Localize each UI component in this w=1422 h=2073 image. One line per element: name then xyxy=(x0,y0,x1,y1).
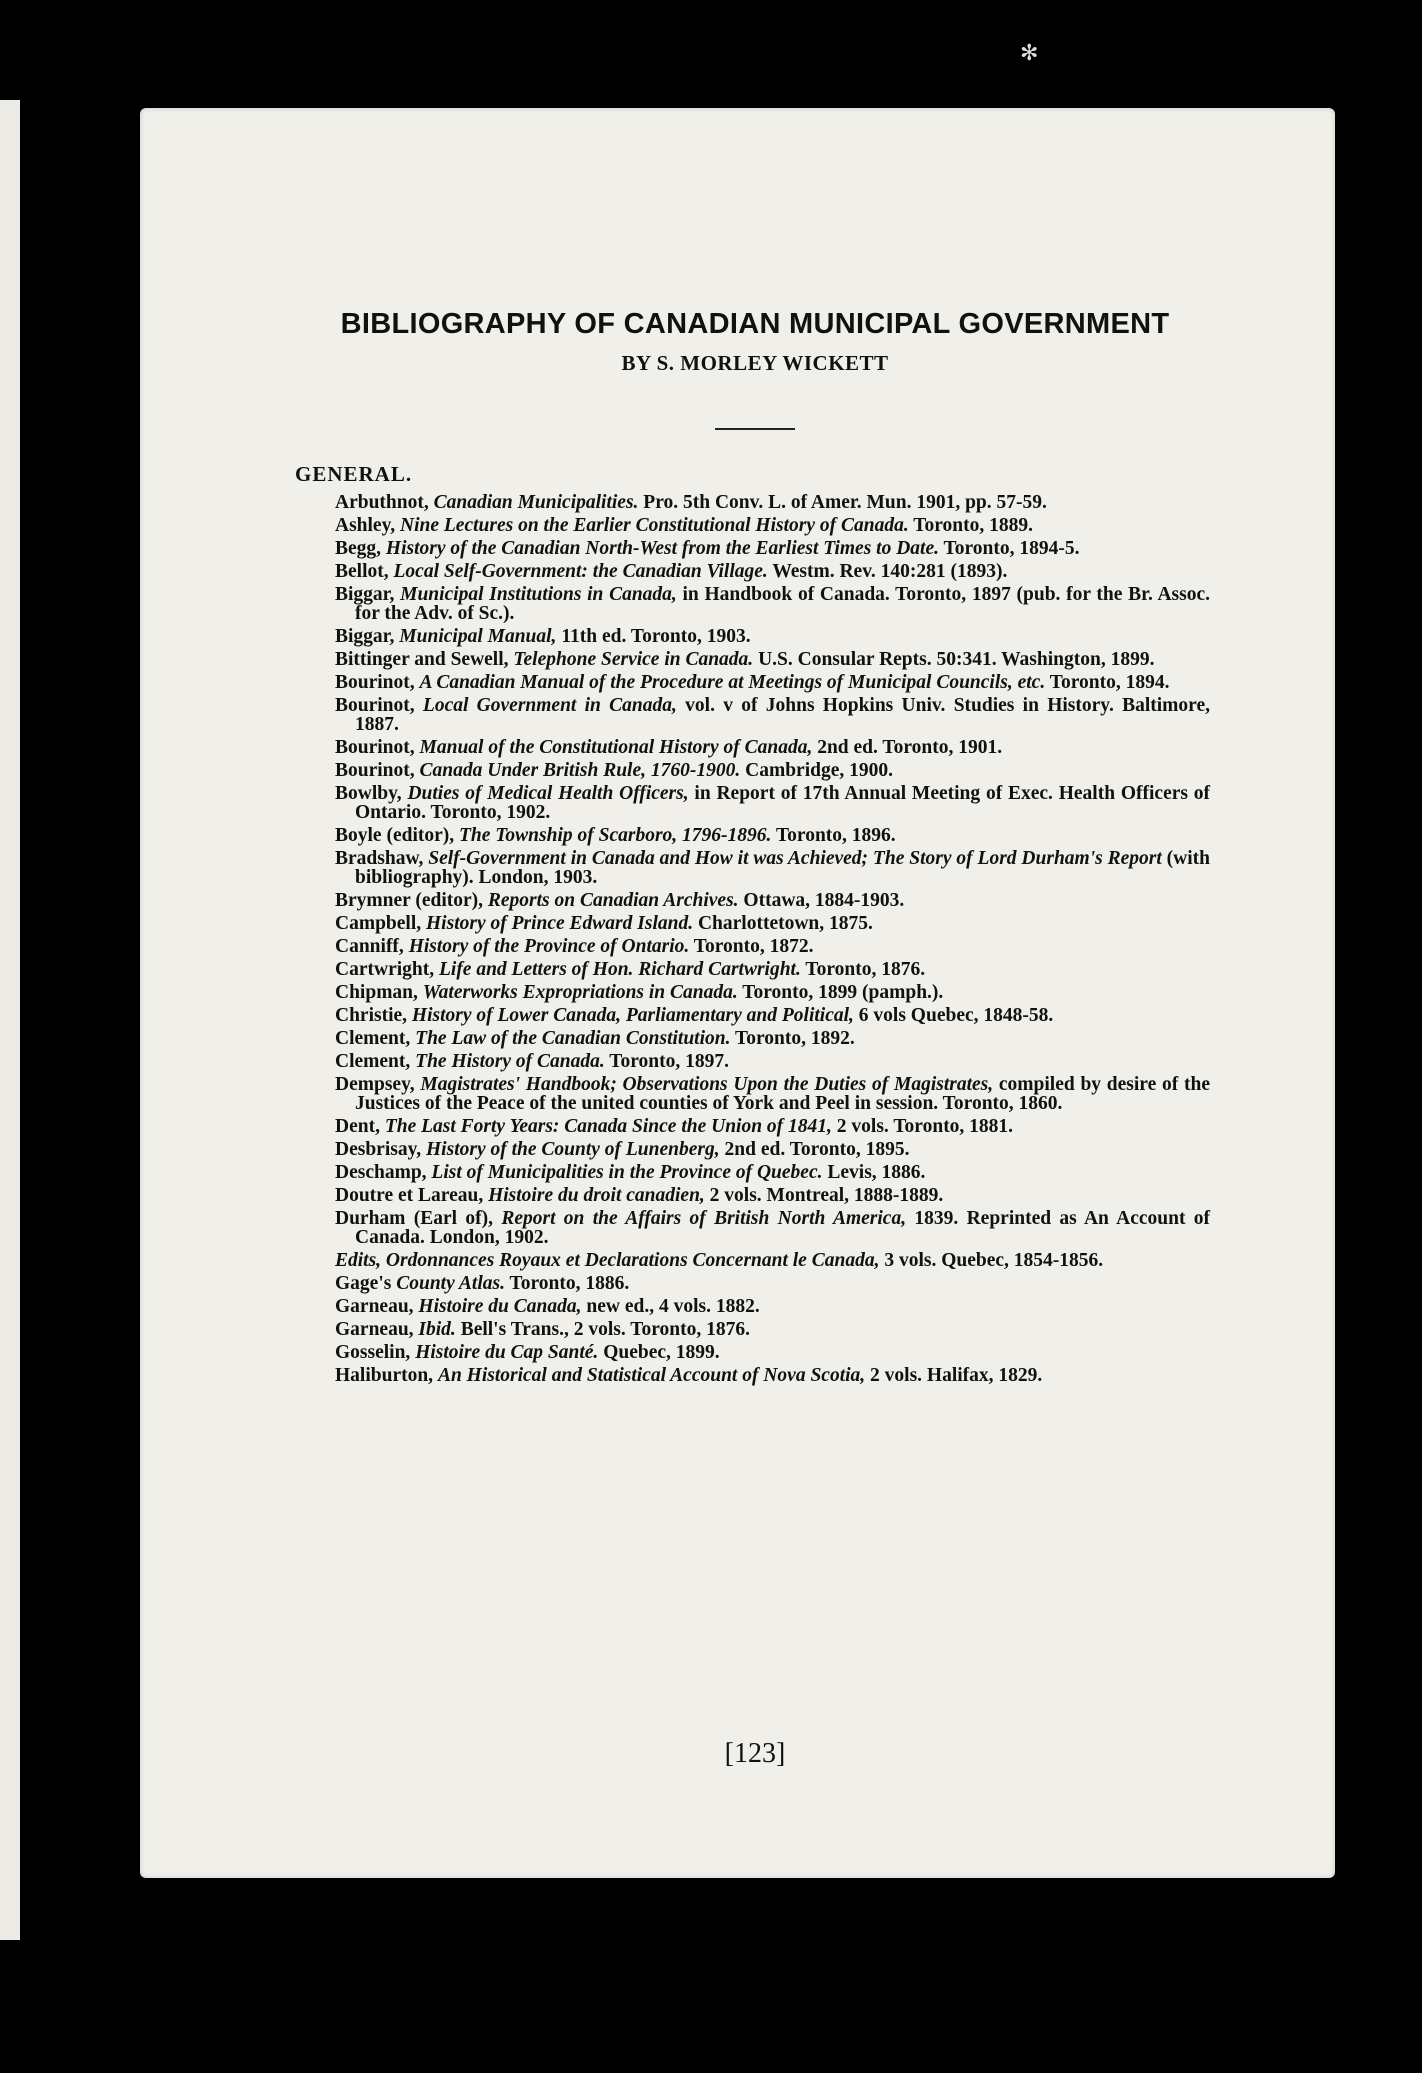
entry-author: Garneau, xyxy=(335,1319,414,1340)
entry-title: An Historical and Statistical Account of Nova Scotia, xyxy=(437,1365,866,1386)
bibliography-entry xyxy=(335,914,1210,933)
entry-details: vol. v of Johns Hopkins Univ. Studies in History. Baltimore, 1887. xyxy=(355,695,1211,735)
entry-title: Canadian Municipalities. xyxy=(433,492,639,513)
entry-title: A Canadian Manual of the Procedure at Meetings of Municipal Councils, etc. xyxy=(419,672,1046,693)
entry-details: Toronto, 1896. xyxy=(771,825,896,846)
entry-title: Manual of the Constitutional History of Canada, xyxy=(419,737,813,758)
entry-title: History of the Canadian North-West from the Earliest Times to Date. xyxy=(385,538,939,559)
entry-title: History of the County of Lunenberg, xyxy=(426,1139,720,1160)
bibliography-entry xyxy=(335,493,1210,512)
bibliography-entry xyxy=(335,1343,1210,1362)
bibliography-entry xyxy=(335,960,1210,979)
entry-details: U.S. Consular Repts. 50:341. Washington, 1899. xyxy=(753,649,1155,670)
entry-title: The Township of Scarboro, 1796-1896. xyxy=(459,825,772,846)
entry-author: Clement, xyxy=(335,1051,411,1072)
page-content xyxy=(295,308,1215,1769)
document-page xyxy=(140,40,1335,1878)
bibliography-entry xyxy=(335,826,1210,845)
entry-title: Nine Lectures on the Earlier Constitutional History of Canada. xyxy=(400,515,909,536)
entry-title: Edits, Ordonnances Royaux et Declarations Concernant le Canada, xyxy=(335,1250,880,1271)
entry-details: 2 vols. Halifax, 1829. xyxy=(865,1365,1043,1386)
entry-title: Histoire du Canada, xyxy=(418,1296,582,1317)
page-number: [123] xyxy=(724,1738,786,1769)
entry-details: compiled by desire of the Justices of the Peace of the united counties of York and Peel in session. Toronto, 1860. xyxy=(355,1074,1210,1114)
entry-author: Dent, xyxy=(335,1116,380,1137)
bibliography-entry xyxy=(335,937,1210,956)
entry-title: Reports on Canadian Archives. xyxy=(487,890,739,911)
entry-author: Bourinot, xyxy=(335,760,415,781)
entry-title: The Law of the Canadian Constitution. xyxy=(415,1028,731,1049)
bibliography-entry xyxy=(335,738,1210,757)
entry-title: The Last Forty Years: Canada Since the Union of 1841, xyxy=(384,1116,832,1137)
entry-author: Campbell, xyxy=(335,913,422,934)
entry-title: Ibid. xyxy=(418,1319,456,1340)
bibliography-entry xyxy=(335,1297,1210,1316)
entry-title: Canada Under British Rule, 1760-1900. xyxy=(419,760,741,781)
entry-author: Bittinger and Sewell, xyxy=(335,649,509,670)
bibliography-entry xyxy=(335,1274,1210,1293)
entry-author: Canniff, xyxy=(335,936,404,957)
entry-title: Local Government in Canada, xyxy=(422,695,677,716)
entry-details: Pro. 5th Conv. L. of Amer. Mun. 1901, pp. 57-59. xyxy=(638,492,1047,513)
entry-details: Toronto, 1897. xyxy=(604,1051,730,1072)
bibliography-entry xyxy=(335,585,1210,623)
bibliography-entry xyxy=(335,784,1210,822)
entry-author: Bradshaw, xyxy=(335,848,424,869)
entry-details: Toronto, 1872. xyxy=(689,936,814,957)
entry-author: Gage's xyxy=(335,1273,392,1294)
bibliography-entry xyxy=(335,1029,1210,1048)
entry-details: 2nd ed. Toronto, 1895. xyxy=(719,1139,910,1160)
entry-author: Deschamp, xyxy=(335,1162,427,1183)
entry-author: Clement, xyxy=(335,1028,411,1049)
entry-title: County Atlas. xyxy=(396,1273,505,1294)
entry-details: Cambridge, 1900. xyxy=(740,760,893,781)
adjacent-page-edge xyxy=(0,100,20,1940)
entry-details: (with bibliography). London, 1903. xyxy=(355,848,1211,888)
entry-author: Arbuthnot, xyxy=(335,492,429,513)
bibliography-entry xyxy=(335,1117,1210,1136)
entry-details: 2 vols. Montreal, 1888-1889. xyxy=(704,1185,944,1206)
entry-author: Dempsey, xyxy=(335,1074,415,1095)
entry-title: Self-Government in Canada and How it was Achieved; The Story of Lord Durham's Report xyxy=(428,848,1162,869)
entry-title: Municipal Institutions in Canada, xyxy=(400,584,677,605)
entry-details: Westm. Rev. 140:281 (1893). xyxy=(767,561,1008,582)
entry-author: Bourinot, xyxy=(335,695,415,716)
entry-author: Begg, xyxy=(335,538,382,559)
entry-title: History of Prince Edward Island. xyxy=(426,913,694,934)
bibliography-entry xyxy=(335,1186,1210,1205)
entry-details: Quebec, 1899. xyxy=(598,1342,720,1363)
entry-author: Boyle (editor), xyxy=(335,825,455,846)
entry-details: Levis, 1886. xyxy=(822,1162,926,1183)
entry-title: History of Lower Canada, Parliamentary and Political, xyxy=(411,1005,854,1026)
entry-author: Garneau, xyxy=(335,1296,414,1317)
entry-title: Telephone Service in Canada. xyxy=(513,649,754,670)
bibliography-entry xyxy=(335,891,1210,910)
entry-details: in Handbook of Canada. Toronto, 1897 (pub. for the Br. Assoc. for the Adv. of Sc.). xyxy=(355,584,1210,624)
entry-details: 6 vols Quebec, 1848-58. xyxy=(853,1005,1054,1026)
entry-details: 2nd ed. Toronto, 1901. xyxy=(812,737,1003,758)
page-title: BIBLIOGRAPHY OF CANADIAN MUNICIPAL GOVERNMENT xyxy=(340,308,1170,340)
entry-title: List of Municipalities in the Province of Quebec. xyxy=(431,1162,823,1183)
entry-author: Ashley, xyxy=(335,515,396,536)
bibliography-entry xyxy=(335,761,1210,780)
bibliography-entry xyxy=(335,627,1210,646)
entry-title: Local Self-Government: the Canadian Village. xyxy=(393,561,768,582)
entry-title: Municipal Manual, xyxy=(399,626,557,647)
bibliography-entry xyxy=(335,1006,1210,1025)
entry-author: Biggar, xyxy=(335,584,395,605)
entry-title: Magistrates' Handbook; Observations Upon the Duties of Magistrates, xyxy=(420,1074,994,1095)
entry-details: Toronto, 1876. xyxy=(800,959,926,980)
entry-author: Christie, xyxy=(335,1005,408,1026)
entry-author: Brymner (editor), xyxy=(335,890,484,911)
entry-title: History of the Province of Ontario. xyxy=(408,936,690,957)
entry-title: Waterworks Expropriations in Canada. xyxy=(422,982,738,1003)
entry-title: Report on the Affairs of British North America, xyxy=(501,1208,907,1229)
bibliography-entry xyxy=(335,849,1210,887)
entry-title: Histoire du droit canadien, xyxy=(488,1185,705,1206)
section-heading: GENERAL. xyxy=(295,462,413,486)
entry-title: Life and Letters of Hon. Richard Cartwright. xyxy=(438,959,801,980)
entry-author: Desbrisay, xyxy=(335,1139,422,1160)
entry-details: Toronto, 1889. xyxy=(908,515,1033,536)
entry-details: Toronto, 1886. xyxy=(504,1273,630,1294)
entry-author: Cartwright, xyxy=(335,959,435,980)
entry-details: Charlottetown, 1875. xyxy=(693,913,873,934)
author-byline: BY S. MORLEY WICKETT xyxy=(621,351,889,375)
entry-author: Bellot, xyxy=(335,561,389,582)
bibliography-entry xyxy=(335,650,1210,669)
entry-author: Bowlby, xyxy=(335,783,402,804)
scan-speck: ✻ xyxy=(1020,40,1039,65)
bibliography-entry xyxy=(335,983,1210,1002)
bibliography-entry xyxy=(335,562,1210,581)
entry-author: Chipman, xyxy=(335,982,418,1003)
entry-details: Toronto, 1894. xyxy=(1045,672,1170,693)
bibliography-entry xyxy=(335,1209,1210,1247)
bibliography-entry xyxy=(335,516,1210,535)
entry-details: 3 vols. Quebec, 1854-1856. xyxy=(879,1250,1104,1271)
entry-details: new ed., 4 vols. 1882. xyxy=(581,1296,760,1317)
bibliography-entry xyxy=(335,1163,1210,1182)
bibliography-entry xyxy=(335,1320,1210,1339)
bibliography-entry xyxy=(335,1075,1210,1113)
entry-author: Bourinot, xyxy=(335,672,415,693)
bibliography-entry xyxy=(335,1366,1210,1385)
entry-details: Toronto, 1894-5. xyxy=(939,538,1080,559)
entry-author: Gosselin, xyxy=(335,1342,411,1363)
entry-details: Toronto, 1899 (pamph.). xyxy=(737,982,944,1003)
bibliography-entry xyxy=(335,539,1210,558)
title-divider xyxy=(715,428,795,430)
entry-details: Bell's Trans., 2 vols. Toronto, 1876. xyxy=(455,1319,750,1340)
entry-author: Doutre et Lareau, xyxy=(335,1185,484,1206)
entry-title: The History of Canada. xyxy=(415,1051,605,1072)
entry-author: Bourinot, xyxy=(335,737,415,758)
bibliography-entry xyxy=(335,696,1210,734)
entry-details: Toronto, 1892. xyxy=(730,1028,855,1049)
bibliography-entry xyxy=(335,1140,1210,1159)
entry-details: Ottawa, 1884-1903. xyxy=(738,890,905,911)
bibliography-list xyxy=(335,493,1210,1385)
entry-author: Haliburton, xyxy=(335,1365,434,1386)
entry-title: Histoire du Cap Santé. xyxy=(415,1342,599,1363)
entry-title: Duties of Medical Health Officers, xyxy=(407,783,689,804)
bibliography-entry xyxy=(335,673,1210,692)
entry-details: in Report of 17th Annual Meeting of Exec. Health Officers of Ontario. Toronto, 1902. xyxy=(355,783,1210,823)
bibliography-entry xyxy=(335,1251,1210,1270)
entry-author: Durham (Earl of), xyxy=(335,1208,493,1229)
entry-details: 1839. Reprinted as An Account of Canada. London, 1902. xyxy=(355,1208,1211,1248)
entry-author: Biggar, xyxy=(335,626,395,647)
entry-details: 2 vols. Toronto, 1881. xyxy=(831,1116,1014,1137)
bibliography-entry xyxy=(335,1052,1210,1071)
entry-details: 11th ed. Toronto, 1903. xyxy=(556,626,751,647)
